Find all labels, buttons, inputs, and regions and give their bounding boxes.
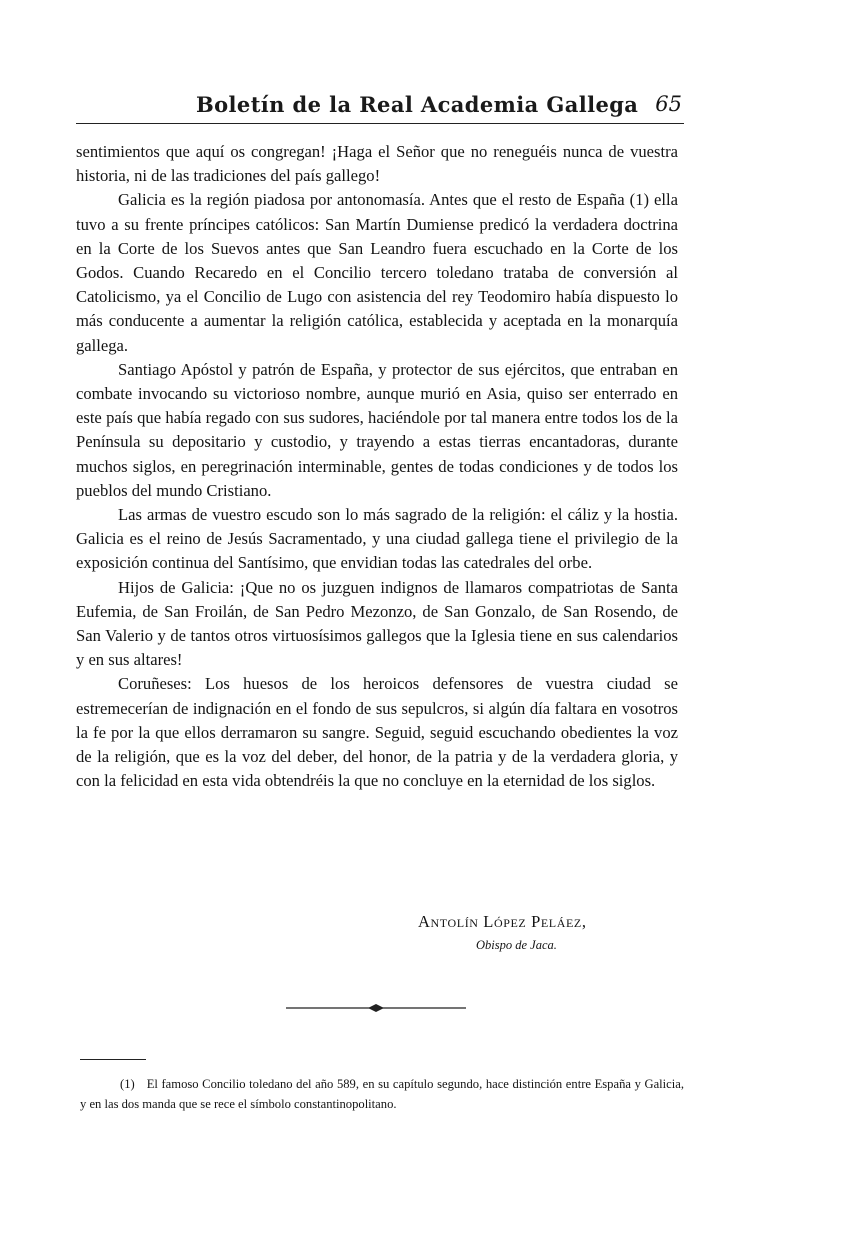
paragraph: Santiago Apóstol y patrón de España, y protector de sus ejércitos, que entraban en combate invocando su victorioso nombre, aunque murió en Asia, quiso ser enterrado en este país que había regado con sus sudores, haciéndole por tal manera entre todos los de la Península su depositario y custodio, y trayendo a estas tierras encantadoras, durante muchos siglos, en peregrinación interminable, gentes de todas condiciones y de todos los pueblos del mundo Cristiano.: [76, 359, 678, 500]
paragraph: Coruñeses: Los huesos de los heroicos defensores de vuestra ciudad se estremecerían de indignación en el fondo de sus sepulcros, si algún día faltara en vosotros la fe por la que ellos derramaron su sangre. Seguid, seguid escuchando obedientes la voz de la religión, que es la voz del deber, del honor, de la patria y de la verdadera gloria, y con la felicidad en esta vida obtendréis la que no concluye en la eternidad de los siglos.: [76, 674, 678, 791]
paragraph: Galicia es la región piadosa por antonomasía. Antes que el resto de España (1) ella tuvo a su frente príncipes católicos: San Martín Dumiense predicó la verdadera doctrina en la Corte de los Suevos antes que San Leandro fuera escuchado en la Corte de los Godos. Cuando Recaredo en el Concilio tercero toledano trataba de conversión al Catolicismo, ya el Concilio de Lugo con asistencia del rey Teodomiro había dispuesto lo más conducente a aumentar la religión católica, establecida y aceptada en la monarquía gallega.: [76, 190, 678, 355]
page-number: 65: [655, 92, 682, 116]
paragraph: sentimientos que aquí os congregan! ¡Haga el Señor que no reneguéis nunca de vuestra historia, ni de las tradiciones del país gallego!: [76, 142, 678, 186]
journal-title: Boletín de la Real Academia Gallega: [196, 92, 639, 117]
footnote-marker: (1): [120, 1077, 135, 1091]
footnote: [80, 1074, 684, 1114]
main-text: [76, 140, 678, 793]
footnote-text: El famoso Concilio toledano del año 589, en su capítulo segundo, hace distinción entre España y Galicia, y en las dos manda que se rece el símbolo constantinopolitano.: [80, 1077, 684, 1111]
footnote-rule: [80, 1059, 146, 1060]
header-rule: [76, 123, 684, 124]
paragraph: Las armas de vuestro escudo son lo más sagrado de la religión: el cáliz y la hostia. Galicia es el reino de Jesús Sacramentado, y una ciudad gallega tiene el privilegio de la exposición continua del Santísimo, que envidian todas las catedrales del orbe.: [76, 505, 678, 573]
author-title: Obispo de Jaca.: [476, 938, 557, 952]
author-signature: Antolín López Peláez,: [418, 912, 587, 931]
running-header: [76, 88, 684, 126]
paragraph: Hijos de Galicia: ¡Que no os juzguen indignos de llamaros compatriotas de Santa Eufemia, de San Froilán, de San Pedro Mezonzo, de San Gonzalo, de San Rosendo, de San Valerio y de tantos otros virtuosísimos gallegos que la Iglesia tiene en sus calendarios y en sus altares!: [76, 577, 678, 670]
ornament-divider: [286, 1003, 466, 1013]
